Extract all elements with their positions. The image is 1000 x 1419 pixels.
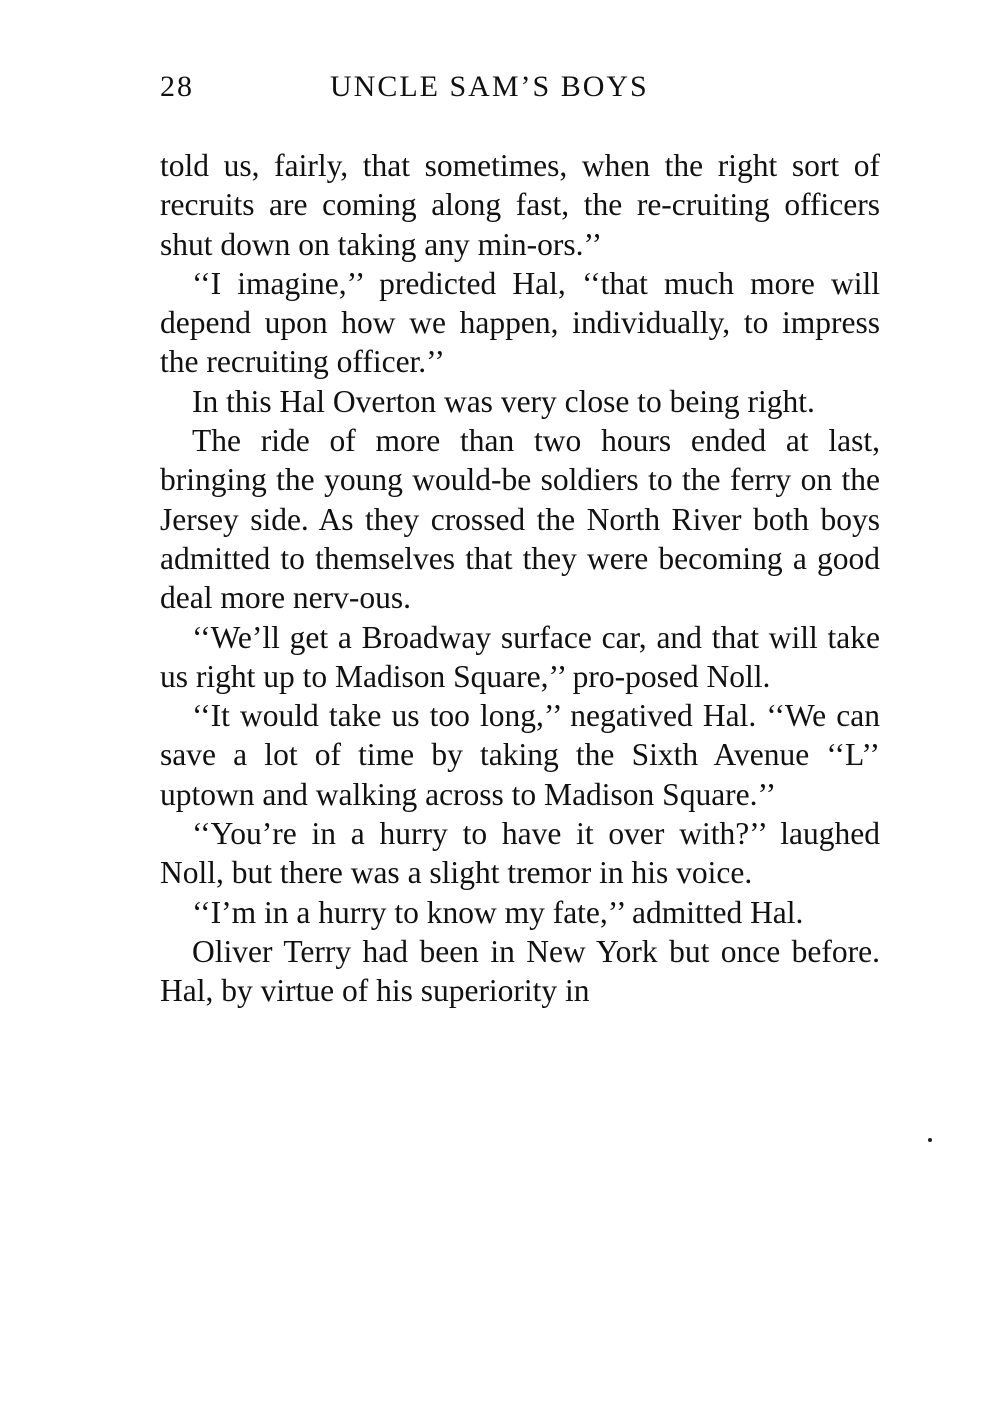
paragraph: In this Hal Overton was very close to being right. <box>192 383 815 419</box>
paragraph: The ride of more than two hours ended at last, bringing the young would-be soldiers to the ferry on the Jersey side. As they crossed the North River both boys admitted to themselves that they were becoming a good deal more nerv-ous. <box>160 423 880 616</box>
paragraph: ‘‘We’ll get a Broadway surface car, and that will take us right up to Madison Square,’’ pro-posed Noll. <box>160 619 880 694</box>
paragraph: ‘‘You’re in a hurry to have it over with?’’ laughed Noll, but there was a slight tremor in his voice. <box>160 816 880 891</box>
paragraph: ‘‘It would take us too long,’’ negatived Hal. ‘‘We can save a lot of time by taking the Sixth Avenue ‘‘L’’ uptown and walking across to Madison Square.’’ <box>160 698 880 812</box>
page-number: 28 <box>160 70 194 103</box>
paragraph: Oliver Terry had been in New York but once before. Hal, by virtue of his superiority in <box>160 933 880 1009</box>
book-title: UNCLE SAM’S BOYS <box>330 70 649 103</box>
running-head <box>160 64 720 112</box>
paragraph: ‘‘I imagine,’’ predicted Hal, ‘‘that much more will depend upon how we happen, individually, to impress the recruiting officer.’’ <box>160 265 880 380</box>
margin-speck <box>928 1138 932 1142</box>
body-text <box>160 146 880 1011</box>
paragraph: ‘‘I’m in a hurry to know my fate,’’ admitted Hal. <box>192 894 804 930</box>
paragraph: told us, fairly, that sometimes, when the right sort of recruits are coming along fast, the re-cruiting officers shut down on taking any min-ors.’’ <box>160 148 880 262</box>
